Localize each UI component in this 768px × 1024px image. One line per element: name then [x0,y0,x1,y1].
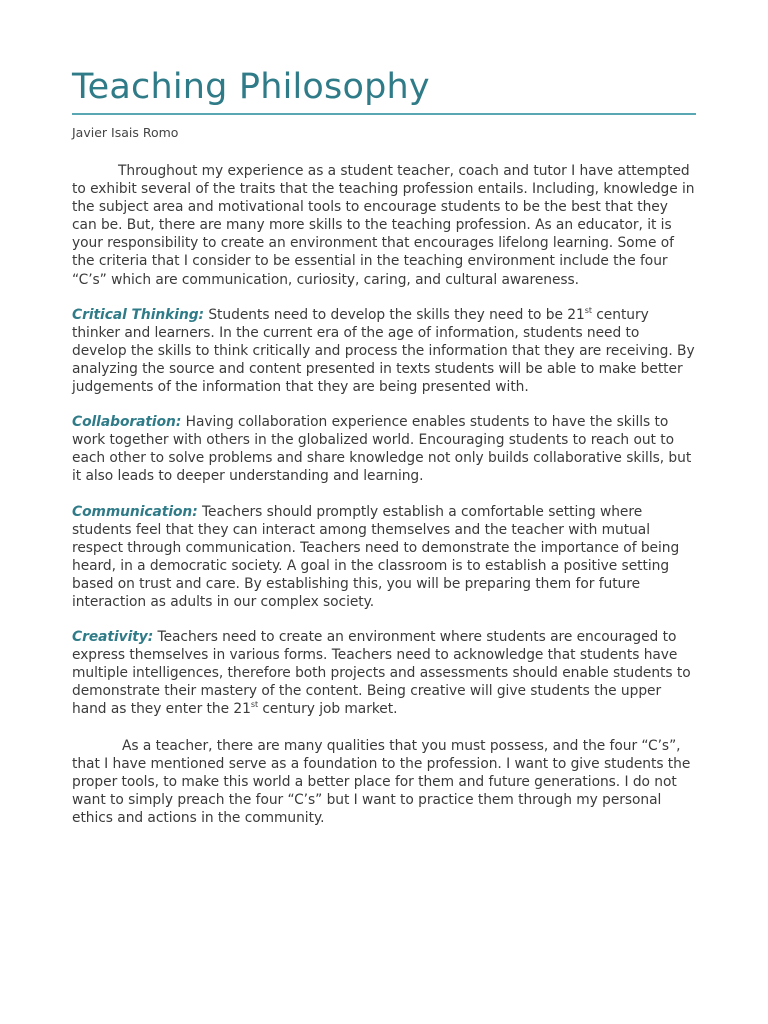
section-creativity [72,628,696,718]
title-divider [72,113,696,115]
ordinal-suffix: st [250,700,259,710]
intro-paragraph: Throughout my experience as a student teacher, coach and tutor I have attempted to exhibit several of the traits that the teaching profession entails. Including, knowledge in the subject area and motivational tools to encourage students to be the best that they can be. But, there are many more skills to the teaching profession. As an educator, it is your responsibility to create an environment that encourages lifelong learning. Some of the criteria that I consider to be essential in the teaching environment include the four “C’s” which are communication, curiosity, caring, and cultural awareness. [72,163,695,288]
section-critical-thinking [72,306,696,396]
section-text: Teachers need to create an environment where students are encouraged to express themselves in various forms. Teachers need to acknowledge that students have multiple intelligences, therefore both projects and assessments should enable students to demonstrate their mastery of the content. Being creative will give students the upper hand as they enter the 21 [72,629,691,718]
section-heading: Critical Thinking: [72,306,205,323]
author-name: Javier Isais Romo [72,125,179,140]
section-text: century thinker and learners. In the current era of the age of information, students need to develop the skills to think critically and process the information that they are receiving. By analyzing the source and content presented in texts students will be able to make better judgements of the information that they are being presented with. [72,306,695,396]
section-heading: Collaboration: [72,414,182,431]
section-text: Teachers should promptly establish a comfortable setting where students feel that they can interact among themselves and the teacher with mutual respect through communication. Teachers need to demonstrate the importance of being heard, in a democratic society. A goal in the classroom is to establish a positive setting based on trust and care. By establishing this, you will be preparing them for future interaction as adults in our complex society. [72,503,680,610]
document-title: Teaching Philosophy [72,67,430,107]
ordinal-suffix: st [584,305,592,315]
closing-paragraph: As a teacher, there are many qualities that you must possess, and the four “C’s”, that I have mentioned serve as a foundation to the profession. I want to give students the proper tools, to make this world a better place for them and future generations. I do not want to simply preach the four “C’s” but I want to practice them through my personal ethics and actions in the community. [72,737,691,826]
section-text: Students need to develop the skills they need to be 21 [204,306,585,323]
section-heading: Communication: [72,503,198,520]
section-text: Having collaboration experience enables students to have the skills to work together with others in the globalized world. Encouraging students to reach out to each other to solve problems and share knowledge not only builds collaborative skills, but it also leads to deeper understanding and learning. [72,414,692,485]
section-heading: Creativity: [72,629,154,646]
section-communication [72,503,696,612]
section-text: century job market. [258,701,398,718]
section-collaboration [72,413,696,485]
